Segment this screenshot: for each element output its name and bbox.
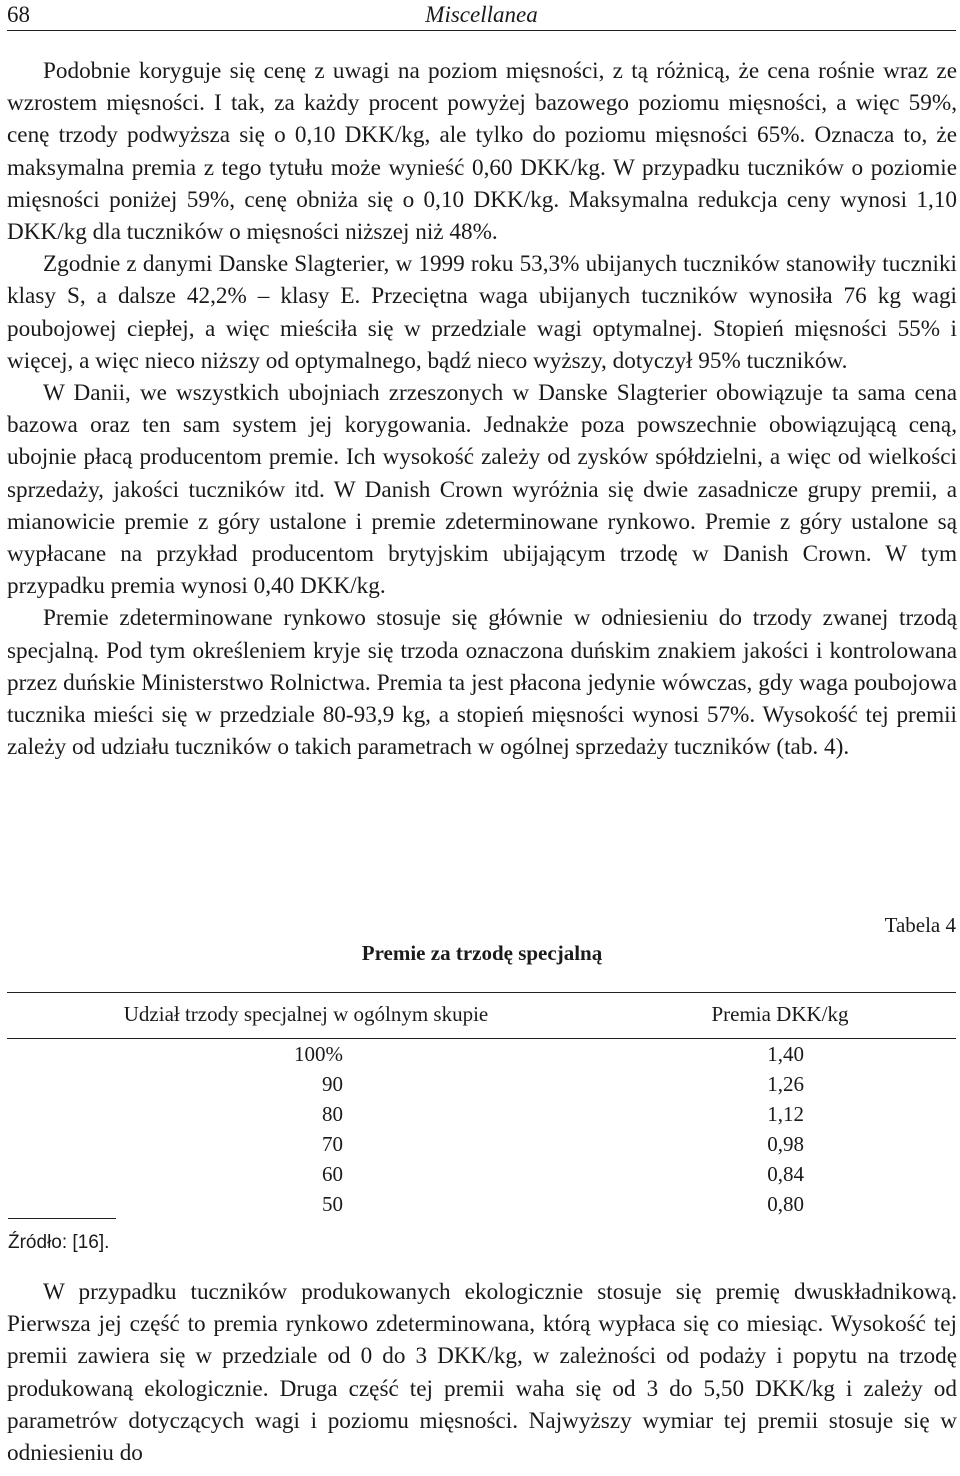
running-head: Miscellanea xyxy=(425,2,538,27)
column-header-share: Udział trzody specjalnej w ogólnym skupie xyxy=(123,1002,489,1026)
paragraph: W przypadku tuczników produkowanych ekologicznie stosuje się premię dwuskładnikową. Pierwsza jej część to premia rynkowo zdeterminowana, którą wypłaca się co miesiąc. Wysokość tej premii zawiera się w przedziale od 0 do 3 DKK/kg, w zależności od podaży i popytu na trzodę produkowaną ekologicznie. Druga część tej premii waha się od 3 do 5,50 DKK/kg i zależy od parametrów dotyczących wagi i poziomu mięsności. Najwyższy wymiar tej premii stosuje się w odniesieniu do xyxy=(7,1279,957,1467)
table-row xyxy=(0,1190,960,1220)
share-cell: 90 xyxy=(322,1072,343,1096)
paragraph: Premie zdeterminowane rynkowo stosuje się głównie w odniesieniu do trzody zwanej trzodą specjalną. Pod tym określeniem kryje się trzoda oznaczona duńskim znakiem jakości i kontrolowana przez duńskie Ministerstwo Rolnictwa. Premia ta jest płacona jedynie wówczas, gdy waga poubojowa tucznika mieści się w przedziale 80-93,9 kg, a stopień mięsności wynosi 57%. Wysokość tej premii zależy od udziału tuczników o takich parametrach w ogólnej sprzedaży tuczników (tab. 4). xyxy=(7,605,957,761)
premium-cell: 0,84 xyxy=(767,1162,804,1186)
table-row xyxy=(0,1040,960,1070)
premium-cell: 0,80 xyxy=(767,1192,804,1216)
table-row xyxy=(0,1070,960,1100)
premium-cell: 1,12 xyxy=(767,1102,804,1126)
share-cell: 80 xyxy=(322,1102,343,1126)
table-top-rule xyxy=(7,992,956,993)
premium-cell: 1,26 xyxy=(767,1072,804,1096)
table-title: Premie za trzodę specjalną xyxy=(361,941,603,965)
share-cell: 50 xyxy=(322,1192,343,1216)
paragraph: Podobnie koryguje się cenę z uwagi na poziom mięsności, z tą różnicą, że cena rośnie wraz ze wzrostem mięsności. I tak, za każdy procent powyżej bazowego poziomu mięsności, a więc 59%, cenę trzody podwyższa się o 0,10 DKK/kg, ale tylko do poziomu mięsności 65%. Oznacza to, że maksymalna premia z tego tytułu może wynieść 0,60 DKK/kg. W przypadku tuczników o poziomie mięsności poniżej 59%, cenę obniża się o 0,10 DKK/kg. Maksymalna redukcja ceny wynosi 1,10 DKK/kg dla tuczników o mięsności niższej niż 48%. xyxy=(7,58,957,246)
table-label: Tabela 4 xyxy=(884,913,956,937)
table-body xyxy=(0,1040,960,1220)
table-row xyxy=(0,1100,960,1130)
share-cell: 100% xyxy=(294,1042,343,1066)
body-text-bottom xyxy=(7,1276,957,1469)
share-cell: 60 xyxy=(322,1162,343,1186)
paragraph: Zgodnie z danymi Danske Slagterier, w 1999 roku 53,3% ubijanych tuczników stanowiły tuczniki klasy S, a dalsze 42,2% – klasy E. Przeciętna waga ubijanych tuczników wynosiła 76 kg wagi poubojowej ciepłej, a więc mieściła się w przedziale wagi optymalnej. Stopień mięsności 55% i więcej, a więc nieco niższy od optymalnego, bądź nieco wyższy, dotyczył 95% tuczników. xyxy=(7,251,957,374)
table-header-rule xyxy=(7,1038,956,1039)
column-header-premium: Premia DKK/kg xyxy=(711,1002,849,1026)
table-source: Źródło: [16]. xyxy=(8,1232,110,1253)
source-rule xyxy=(8,1218,116,1219)
premium-cell: 1,40 xyxy=(767,1042,804,1066)
share-cell: 70 xyxy=(322,1132,343,1156)
table-row xyxy=(0,1160,960,1190)
premium-cell: 0,98 xyxy=(767,1132,804,1156)
table-row xyxy=(0,1130,960,1160)
page-number: 68 xyxy=(7,2,30,27)
body-text-top xyxy=(7,55,957,763)
page-header xyxy=(7,0,956,31)
paragraph: W Danii, we wszystkich ubojniach zrzeszonych w Danske Slagterier obowiązuje ta sama cena bazowa oraz ten sam system jej korygowania. Jednakże poza powszechnie obowiązującą ceną, ubojnie płacą producentom premie. Ich wysokość zależy od zysków spółdzielni, a więc od wielkości sprzedaży, jakości tuczników itd. W Danish Crown wyróżnia się dwie zasadnicze grupy premii, a mianowicie premie z góry ustalone i premie zdeterminowane rynkowo. Premie z góry ustalone są wypłacane na przykład producentom brytyjskim ubijającym trzodę w Danish Crown. W tym przypadku premia wynosi 0,40 DKK/kg. xyxy=(7,380,957,600)
